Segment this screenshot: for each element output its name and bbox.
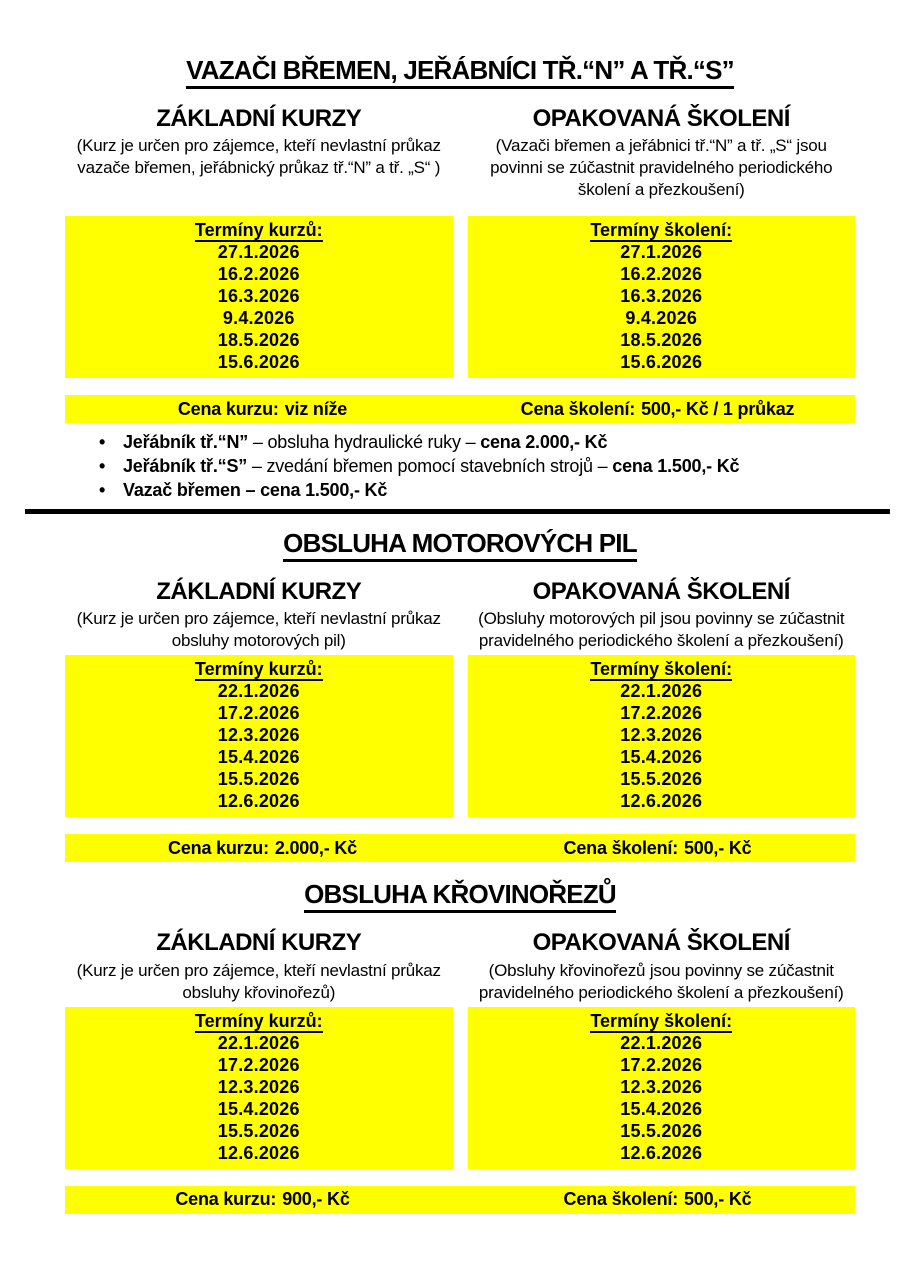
section-divider: [25, 509, 890, 514]
section-1-term-boxes: [65, 216, 855, 378]
basic-courses-description: (Kurz je určen pro zájemce, kteří nevlastní průkaz obsluhy motorových pil): [76, 609, 441, 651]
basic-courses-description: (Kurz je určen pro zájemce, kteří nevlastní průkaz obsluhy křovinořezů): [76, 960, 441, 1002]
training-price-value: 500,- Kč / 1 průkaz: [641, 398, 795, 419]
basic-courses-heading: ZÁKLADNÍ KURZY: [156, 577, 362, 605]
course-date: 9.4.2026: [222, 308, 295, 329]
course-price-value: 900,- Kč: [282, 1189, 350, 1210]
section-1-price-bar: [65, 395, 855, 423]
section-2-title: [65, 523, 855, 562]
training-dates-box: [468, 216, 856, 378]
course-date: 17.2.2026: [217, 703, 300, 724]
course-dates-box: [65, 1007, 453, 1169]
training-date: 18.5.2026: [620, 330, 703, 351]
section-2-price-bar: [65, 834, 855, 862]
course-price-value: viz níže: [284, 398, 348, 419]
section-1-left-column: [65, 105, 453, 202]
section-3-title: [65, 874, 855, 913]
training-date: 17.2.2026: [620, 1054, 703, 1075]
course-date: 18.5.2026: [217, 330, 300, 351]
training-dates-box: [468, 1007, 856, 1169]
training-date: 12.6.2026: [620, 1142, 703, 1163]
section-1-right-column: [468, 105, 856, 202]
section-2-term-boxes: [65, 655, 855, 817]
training-date: 22.1.2026: [620, 681, 703, 702]
course-date: 12.6.2026: [217, 1142, 300, 1163]
training-date: 9.4.2026: [625, 308, 698, 329]
training-price-value: 500,- Kč: [683, 837, 752, 858]
basic-courses-heading: ZÁKLADNÍ KURZY: [156, 104, 362, 132]
course-price-value: 2.000,- Kč: [274, 837, 357, 858]
price-detail-list: [95, 430, 855, 502]
course-date: 17.2.2026: [217, 1054, 300, 1075]
list-item: • Vazač břemen – cena 1.500,- Kč: [95, 478, 855, 502]
repeat-training-heading: OPAKOVANÁ ŠKOLENÍ: [532, 928, 790, 956]
training-date: 22.1.2026: [620, 1032, 703, 1053]
training-date: 15.5.2026: [620, 1120, 703, 1141]
course-date: 22.1.2026: [217, 1032, 300, 1053]
training-price-label: Cena školení:: [563, 1189, 678, 1210]
training-date: 27.1.2026: [620, 242, 703, 263]
training-date: 12.6.2026: [620, 791, 703, 812]
repeat-training-description: (Obsluhy křovinořezů jsou povinny se zúčastnit pravidelného periodického školení a přezkoušení): [478, 960, 844, 1002]
section-2-left-column: [65, 578, 453, 653]
training-dates-heading: Termíny školení:: [590, 1010, 733, 1031]
course-dates-heading: Termíny kurzů:: [194, 1010, 323, 1031]
course-date: 27.1.2026: [217, 242, 300, 263]
course-date: 12.6.2026: [217, 791, 300, 812]
training-date: 15.4.2026: [620, 1098, 703, 1119]
bullet-icon: •: [99, 456, 106, 477]
course-price: [65, 399, 460, 420]
course-dates-heading: Termíny kurzů:: [194, 220, 323, 241]
training-date: 17.2.2026: [620, 703, 703, 724]
training-price-label: Cena školení:: [520, 398, 636, 419]
course-date: 16.2.2026: [217, 264, 300, 285]
training-price-label: Cena školení:: [563, 837, 678, 858]
course-date: 15.5.2026: [217, 769, 300, 790]
course-date: 12.3.2026: [217, 725, 300, 746]
repeat-training-description: (Obsluhy motorových pil jsou povinny se zúčastnit pravidelného periodického školení a přezkoušení): [478, 609, 845, 651]
training-dates-heading: Termíny školení:: [590, 659, 733, 680]
basic-courses-heading: ZÁKLADNÍ KURZY: [156, 928, 362, 956]
section-3-columns: [65, 929, 855, 1004]
course-price: [65, 1189, 460, 1210]
training-price: [460, 838, 855, 859]
basic-courses-description: (Kurz je určen pro zájemce, kteří nevlastní průkaz vazače břemen, jeřábnický průkaz tř.“N” a tř. „S“ ): [76, 136, 441, 178]
bullet-icon: •: [99, 432, 106, 453]
repeat-training-heading: OPAKOVANÁ ŠKOLENÍ: [532, 104, 790, 132]
course-dates-box: [65, 216, 453, 378]
section-1-title: [65, 50, 855, 89]
section-3-right-column: [468, 929, 856, 1004]
course-price-label: Cena kurzu:: [175, 1189, 277, 1210]
list-item: • Jeřábník tř.“S” – zvedání břemen pomocí stavebních strojů – cena 1.500,- Kč: [95, 454, 855, 478]
training-date: 12.3.2026: [620, 1076, 703, 1097]
course-date: 15.5.2026: [217, 1120, 300, 1141]
repeat-training-heading: OPAKOVANÁ ŠKOLENÍ: [532, 577, 790, 605]
training-dates-box: [468, 655, 856, 817]
course-dates-heading: Termíny kurzů:: [194, 659, 323, 680]
training-dates-heading: Termíny školení:: [590, 220, 733, 241]
course-date: 15.6.2026: [217, 352, 300, 373]
course-date: 15.4.2026: [217, 747, 300, 768]
training-date: 16.2.2026: [620, 264, 703, 285]
course-date: 15.4.2026: [217, 1098, 300, 1119]
course-dates-box: [65, 655, 453, 817]
training-date: 12.3.2026: [620, 725, 703, 746]
course-date: 16.3.2026: [217, 286, 300, 307]
course-price-label: Cena kurzu:: [177, 398, 279, 419]
list-item: • Jeřábník tř.“N” – obsluha hydraulické ruky – cena 2.000,- Kč: [95, 430, 855, 454]
training-date: 15.4.2026: [620, 747, 703, 768]
repeat-training-description: (Vazači břemen a jeřábnici tř.“N” a tř. „S“ jsou povinni se zúčastnit pravidelného periodického školení a přezkoušení): [490, 136, 833, 200]
section-3-term-boxes: [65, 1007, 855, 1169]
course-price-label: Cena kurzu:: [168, 837, 269, 858]
section-2-title-text: OBSLUHA MOTOROVÝCH PIL: [283, 529, 637, 562]
training-date: 15.6.2026: [620, 352, 703, 373]
course-date: 12.3.2026: [217, 1076, 300, 1097]
section-3-title-text: OBSLUHA KŘOVINOŘEZŮ: [304, 880, 616, 913]
section-3-left-column: [65, 929, 453, 1004]
section-1-title-text: VAZAČI BŘEMEN, JEŘÁBNÍCI TŘ.“N” A TŘ.“S”: [186, 56, 734, 89]
training-price: [460, 399, 855, 420]
training-price-value: 500,- Kč: [683, 1189, 752, 1210]
section-3-price-bar: [65, 1186, 855, 1214]
course-price: [65, 838, 460, 859]
training-date: 16.3.2026: [620, 286, 703, 307]
training-price: [460, 1189, 855, 1210]
section-2-right-column: [468, 578, 856, 653]
section-1-columns: [65, 105, 855, 202]
course-date: 22.1.2026: [217, 681, 300, 702]
bullet-icon: •: [99, 480, 106, 501]
training-date: 15.5.2026: [620, 769, 703, 790]
section-2-columns: [65, 578, 855, 653]
